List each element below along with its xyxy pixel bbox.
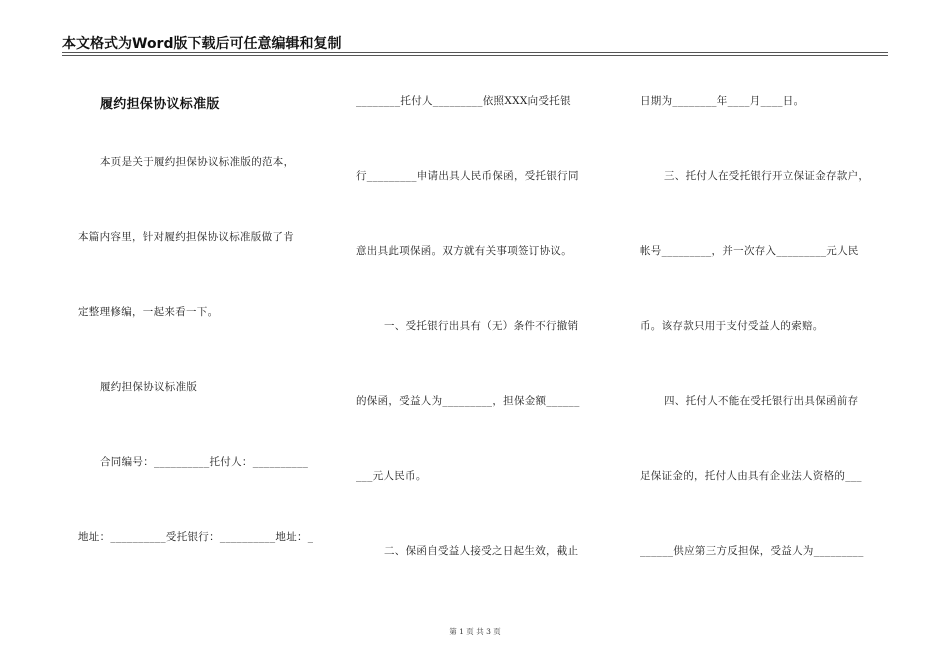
paragraph-line: ________托付人_________依照XXX向受托银	[356, 95, 571, 107]
clause-line: 四、托付人不能在受托银行出具保函前存	[664, 395, 859, 407]
paragraph-line: 日期为________年____月____日。	[640, 95, 805, 107]
page-number: 第 1 页 共 3 页	[449, 627, 501, 636]
paragraph-line: ___元人民币。	[356, 470, 427, 482]
text-column-1	[78, 0, 323, 620]
clause-line: 二、保函自受益人接受之日起生效，截止	[384, 545, 579, 557]
paragraph-line: 足保证金的，托付人由具有企业法人资格的___	[640, 470, 862, 482]
address-line: 地址：__________受托银行：__________地址：_	[78, 531, 314, 543]
document-title: 履约担保协议标准版	[100, 97, 220, 112]
paragraph-line: 定整理修编，一起来看一下。	[78, 306, 219, 318]
clause-line: 三、托付人在受托银行开立保证金存款户，	[664, 170, 870, 182]
document-header: 本文格式为Word版下载后可任意编辑和复制	[62, 36, 342, 52]
paragraph-line: 本页是关于履约担保协议标准版的范本，	[100, 156, 295, 168]
paragraph-line: 意出具此项保函。双方就有关事项签订协议。	[356, 245, 572, 257]
clause-line: 一、受托银行出具有（无）条件不行撤销	[384, 320, 579, 332]
contract-number-line: 合同编号：__________托付人：__________	[100, 456, 309, 468]
paragraph-line: 的保函，受益人为_________，担保金额______	[356, 395, 580, 407]
paragraph-line: 币。该存款只用于支付受益人的索赔。	[640, 320, 824, 332]
paragraph-line: 本篇内容里，针对履约担保协议标准版做了肯	[78, 231, 294, 243]
paragraph-line: 行_________申请出具人民币保函，受托银行同	[356, 170, 579, 182]
section-heading: 履约担保协议标准版	[100, 381, 198, 393]
paragraph-line: 帐号_________，并一次存入_________元人民	[640, 245, 859, 257]
text-column-3	[640, 0, 892, 620]
paragraph-line: ______供应第三方反担保，受益人为_________	[640, 545, 864, 557]
text-column-2	[356, 0, 608, 620]
